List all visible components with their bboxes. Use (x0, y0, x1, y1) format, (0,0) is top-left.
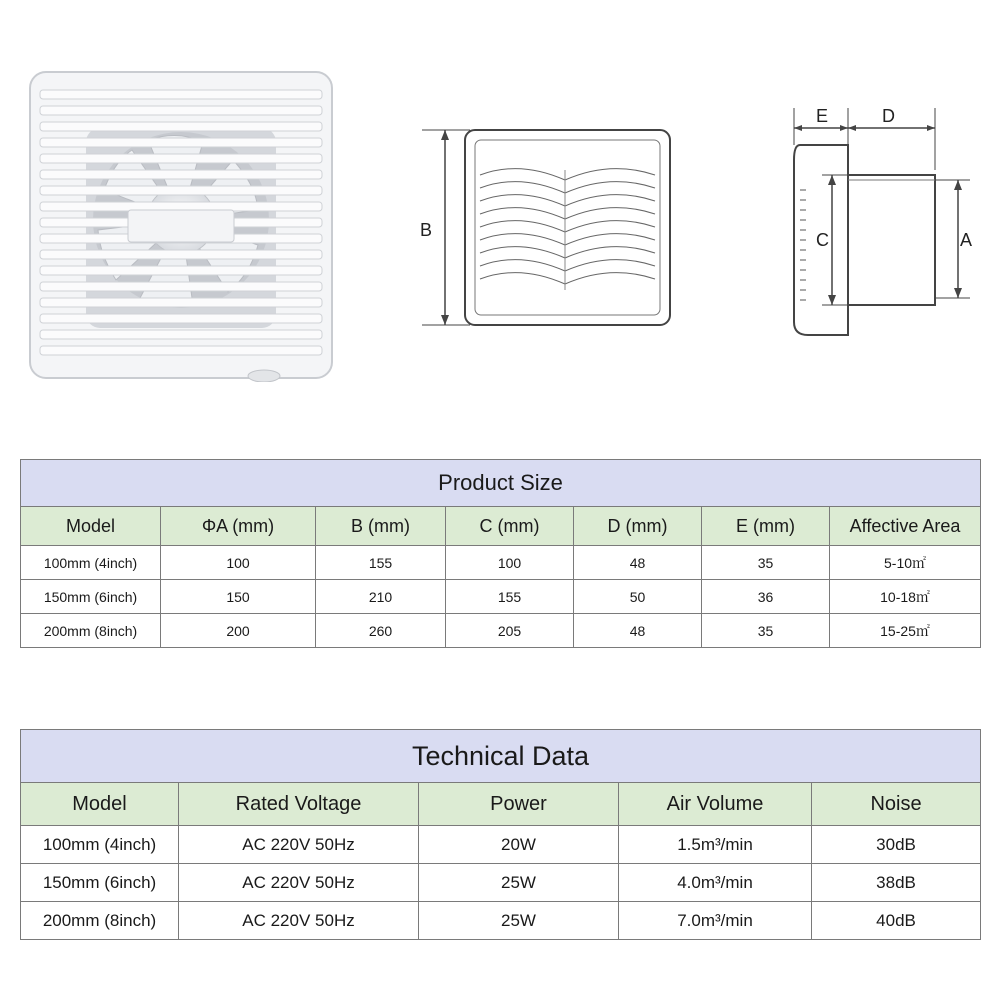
column-header-e: E (mm) (702, 507, 830, 546)
table-row (21, 826, 981, 864)
dimension-label-a: A (960, 230, 973, 250)
table-row (21, 864, 981, 902)
cell-model: 200mm (8inch) (21, 902, 179, 940)
cell-model: 150mm (6inch) (21, 580, 161, 614)
dimension-label-c: C (816, 230, 829, 250)
dimension-label-d: D (882, 106, 895, 126)
column-header-model: Model (21, 507, 161, 546)
table-row (21, 614, 981, 648)
exhaust-fan-photo (28, 70, 334, 382)
cell-d: 50 (574, 580, 702, 614)
column-header-voltage: Rated Voltage (179, 783, 419, 826)
table-row (21, 546, 981, 580)
cell-air-volume: 4.0m³/min (619, 864, 812, 902)
cell-area: 5-10㎡ (830, 546, 981, 580)
cell-c: 100 (446, 546, 574, 580)
cell-power: 25W (419, 864, 619, 902)
cell-model: 200mm (8inch) (21, 614, 161, 648)
cell-c: 155 (446, 580, 574, 614)
column-header-area: Affective Area (830, 507, 981, 546)
cell-noise: 38dB (812, 864, 981, 902)
cell-a: 100 (161, 546, 316, 580)
cell-c: 205 (446, 614, 574, 648)
technical-data-table (20, 729, 981, 940)
dimension-label-e: E (816, 106, 829, 126)
table-row (21, 580, 981, 614)
column-header-power: Power (419, 783, 619, 826)
cell-air-volume: 1.5m³/min (619, 826, 812, 864)
cell-model: 100mm (4inch) (21, 546, 161, 580)
table-row (21, 902, 981, 940)
cell-e: 35 (702, 546, 830, 580)
column-header-c: C (mm) (446, 507, 574, 546)
cell-power: 25W (419, 902, 619, 940)
cell-model: 100mm (4inch) (21, 826, 179, 864)
column-header-noise: Noise (812, 783, 981, 826)
cell-b: 260 (316, 614, 446, 648)
cell-voltage: AC 220V 50Hz (179, 826, 419, 864)
cell-a: 150 (161, 580, 316, 614)
dimension-label-b: B (420, 220, 433, 240)
cell-d: 48 (574, 614, 702, 648)
cell-air-volume: 7.0m³/min (619, 902, 812, 940)
column-header-a: ΦA (mm) (161, 507, 316, 546)
cell-a: 200 (161, 614, 316, 648)
cell-noise: 30dB (812, 826, 981, 864)
front-dimension-diagram (410, 100, 690, 340)
cell-voltage: AC 220V 50Hz (179, 902, 419, 940)
cell-noise: 40dB (812, 902, 981, 940)
cell-b: 210 (316, 580, 446, 614)
column-header-d: D (mm) (574, 507, 702, 546)
cell-e: 35 (702, 614, 830, 648)
cell-area: 10-18㎡ (830, 580, 981, 614)
column-header-model: Model (21, 783, 179, 826)
cell-b: 155 (316, 546, 446, 580)
technical-data-title: Technical Data (21, 730, 981, 783)
cell-area: 15-25㎡ (830, 614, 981, 648)
cell-model: 150mm (6inch) (21, 864, 179, 902)
cell-d: 48 (574, 546, 702, 580)
cell-power: 20W (419, 826, 619, 864)
product-size-table (20, 459, 981, 648)
cell-e: 36 (702, 580, 830, 614)
cell-voltage: AC 220V 50Hz (179, 864, 419, 902)
product-size-title: Product Size (21, 460, 981, 507)
column-header-b: B (mm) (316, 507, 446, 546)
side-dimension-diagram (780, 100, 980, 340)
column-header-air-volume: Air Volume (619, 783, 812, 826)
